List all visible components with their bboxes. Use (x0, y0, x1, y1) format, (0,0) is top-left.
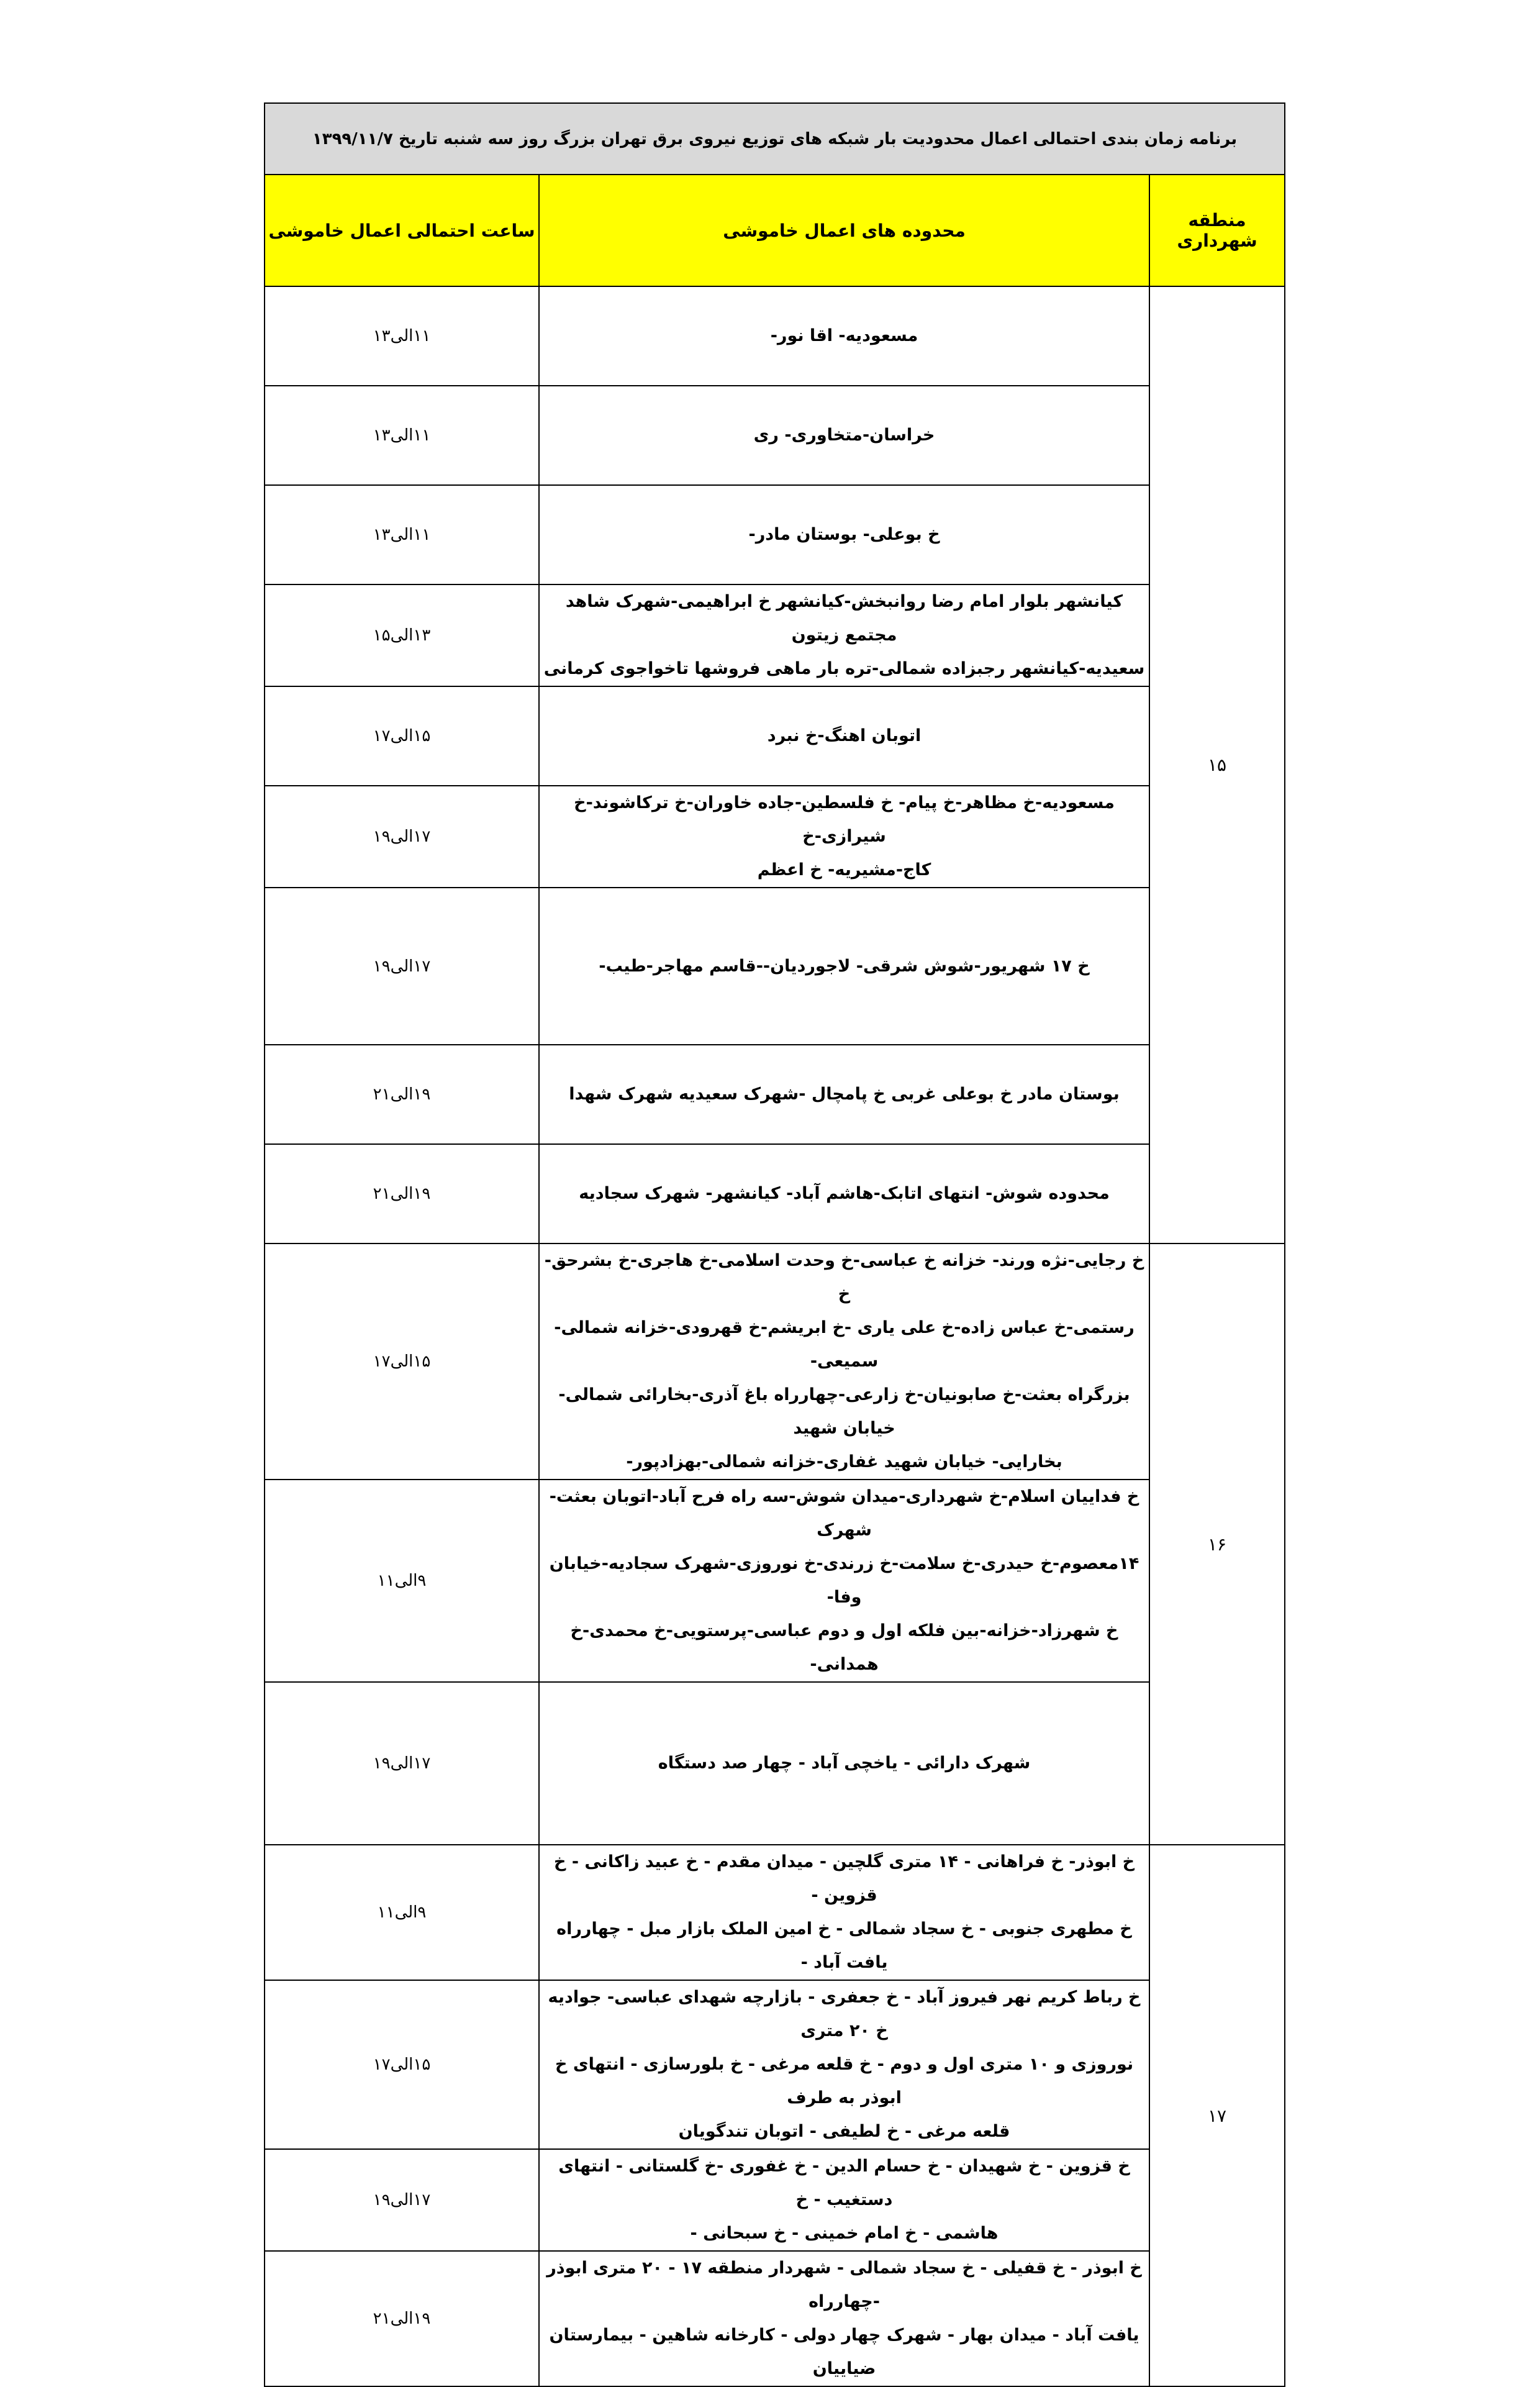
time-cell: ۱۷الی۱۹ (265, 2149, 539, 2251)
area-line: خراسان-متخاوری- ری (753, 425, 935, 445)
time-cell: ۱۹الی۲۱ (265, 2251, 539, 2386)
area-cell (539, 888, 1149, 1045)
time-cell: ۹الی۱۱ (265, 1845, 539, 1980)
table-row (265, 1144, 1285, 1244)
header-time: ساعت احتمالی اعمال خاموشی (265, 175, 539, 286)
area-line: یافت آباد - میدان بهار - شهرک چهار دولی - کارخانه شاهین - بیمارستان ضیاییان (549, 2326, 1139, 2378)
area-line: رستمی-خ عباس زاده-خ علی یاری -خ ابریشم-خ قهرودی-خزانه شمالی-سمیعی- (554, 1318, 1135, 1371)
area-line: سعیدیه-کیانشهر رجبزاده شمالی-تره بار ماهی فروشها تاخواجوی کرمانی (543, 659, 1145, 678)
area-cell (539, 1045, 1149, 1144)
area-line: شهرک دارائی - یاخچی آباد - چهار صد دستگاه (658, 1753, 1031, 1773)
area-cell (539, 386, 1149, 485)
time-cell: ۱۷الی۱۹ (265, 888, 539, 1045)
area-line: ۱۴معصوم-خ حیدری-خ سلامت-خ زرندی-خ نوروزی-شهرک سجادیه-خیابان وفا- (549, 1554, 1139, 1607)
municipality-cell: ۱۷ (1149, 1845, 1285, 2386)
area-line: خ فداییان اسلام-خ شهرداری-میدان شوش-سه راه فرح آباد-اتوبان بعثت-شهرک (549, 1487, 1139, 1540)
area-line: کیانشهر بلوار امام رضا روانبخش-کیانشهر خ ابراهیمی-شهرک شاهد مجتمع زیتون (565, 592, 1123, 645)
table-row (265, 2149, 1285, 2251)
table-row (265, 1244, 1285, 1480)
area-line: بزرگراه بعثت-خ صابونیان-خ زارعی-چهارراه باغ آذری-بخارائی شمالی-خیابان شهید (558, 1385, 1130, 1438)
time-cell: ۱۹الی۲۱ (265, 1144, 539, 1244)
area-line: بوستان مادر خ بوعلی غربی خ پامچال -شهرک سعیدیه شهرک شهدا (569, 1084, 1120, 1104)
time-cell: ۱۵الی۱۷ (265, 686, 539, 786)
table-row (265, 1045, 1285, 1144)
area-cell (539, 1244, 1149, 1480)
area-cell (539, 786, 1149, 888)
area-line: اتوبان اهنگ-خ نبرد (767, 726, 922, 745)
area-cell (539, 686, 1149, 786)
area-cell (539, 1480, 1149, 1682)
table-row (265, 888, 1285, 1045)
area-cell (539, 584, 1149, 686)
area-line: خ شهرزاد-خزانه-بین فلکه اول و دوم عباسی-پرستویی-خ محمدی-خ همدانی- (570, 1621, 1118, 1674)
area-cell (539, 485, 1149, 584)
time-cell: ۱۵الی۱۷ (265, 1980, 539, 2149)
time-cell: ۱۳الی۱۵ (265, 584, 539, 686)
area-cell (539, 1682, 1149, 1845)
table-row (265, 584, 1285, 686)
table-row (265, 386, 1285, 485)
area-cell (539, 1845, 1149, 1980)
area-cell (539, 1144, 1149, 1244)
area-line: بخارایی- خیابان شهید غفاری-خزانه شمالی-بهزادپور- (626, 1452, 1062, 1471)
area-line: مسعودیه- اقا نور- (770, 326, 918, 345)
table-row (265, 1980, 1285, 2149)
time-cell: ۱۷الی۱۹ (265, 786, 539, 888)
area-cell (539, 2251, 1149, 2386)
time-cell: ۱۱الی۱۳ (265, 386, 539, 485)
table-title: برنامه زمان بندی احتمالی اعمال محدودیت بار شبکه های توزیع نیروی برق تهران بزرگ روز سه شنبه تاریخ ۱۳۹۹/۱۱/۷ (265, 103, 1285, 175)
time-cell: ۱۵الی۱۷ (265, 1244, 539, 1480)
area-cell (539, 1980, 1149, 2149)
table-row (265, 1682, 1285, 1845)
header-areas: محدوده های اعمال خاموشی (539, 175, 1149, 286)
area-line: خ ۱۷ شهریور-شوش شرقی- لاجوردیان--قاسم مهاجر-طیب- (599, 956, 1090, 976)
area-line: نوروزی و ۱۰ متری اول و دوم - خ قلعه مرغی - خ بلورسازی - انتهای خ ابوذر به طرف (555, 2055, 1134, 2107)
time-cell: ۱۹الی۲۱ (265, 1045, 539, 1144)
time-cell: ۹الی۱۱ (265, 1480, 539, 1682)
area-line: خ قزوین - خ شهیدان - خ حسام الدین - خ غفوری -خ گلستانی - انتهای دستغیب - خ (558, 2157, 1130, 2209)
table-row (265, 286, 1285, 386)
area-line: مسعودیه-خ مظاهر-خ پیام- خ فلسطین-جاده خاوران-خ ترکاشوند-خ شیرازی-خ (574, 793, 1115, 846)
area-line: خ رجایی-نژه ورند- خزانه خ عباسی-خ وحدت اسلامی-خ هاجری-خ بشرحق-خ (544, 1251, 1144, 1304)
municipality-cell: ۱۵ (1149, 286, 1285, 1244)
area-line: خ ابوذر- خ فراهانی - ۱۴ متری گلچین - میدان مقدم - خ عبید زاکانی - خ قزوین - (553, 1852, 1135, 1905)
schedule-table (264, 102, 1285, 2387)
table-row (265, 485, 1285, 584)
table-row (265, 1480, 1285, 1682)
area-line: هاشمی - خ امام خمینی - خ سبحانی - (690, 2224, 999, 2243)
table-row (265, 686, 1285, 786)
time-cell: ۱۱الی۱۳ (265, 485, 539, 584)
area-line: قلعه مرغی - خ لطیفی - اتوبان تندگویان (678, 2122, 1010, 2141)
municipality-cell: ۱۶ (1149, 1244, 1285, 1845)
table-row (265, 2251, 1285, 2386)
table-row (265, 786, 1285, 888)
area-line: خ رباط کریم نهر فیروز آباد - خ جعفری - بازارچه شهدای عباسی- جوادیه خ ۲۰ متری (548, 1988, 1141, 2040)
table-row (265, 1845, 1285, 1980)
area-line: خ بوعلی- بوستان مادر- (748, 525, 940, 544)
area-cell (539, 2149, 1149, 2251)
area-line: کاج-مشیریه- خ اعظم (757, 860, 931, 880)
header-municipality: منطقه شهرداری (1149, 175, 1285, 286)
area-cell (539, 286, 1149, 386)
area-line: خ ابوذر - خ قفیلی - خ سجاد شمالی - شهردار منطقه ۱۷ - ۲۰ متری ابوذر -چهارراه (546, 2258, 1142, 2311)
area-line: خ مطهری جنوبی - خ سجاد شمالی - خ امین الملک بازار مبل - چهارراه یافت آباد - (556, 1919, 1132, 1972)
area-line: محدوده شوش- انتهای اتابک-هاشم آباد- کیانشهر- شهرک سجادیه (579, 1184, 1110, 1203)
time-cell: ۱۱الی۱۳ (265, 286, 539, 386)
time-cell: ۱۷الی۱۹ (265, 1682, 539, 1845)
